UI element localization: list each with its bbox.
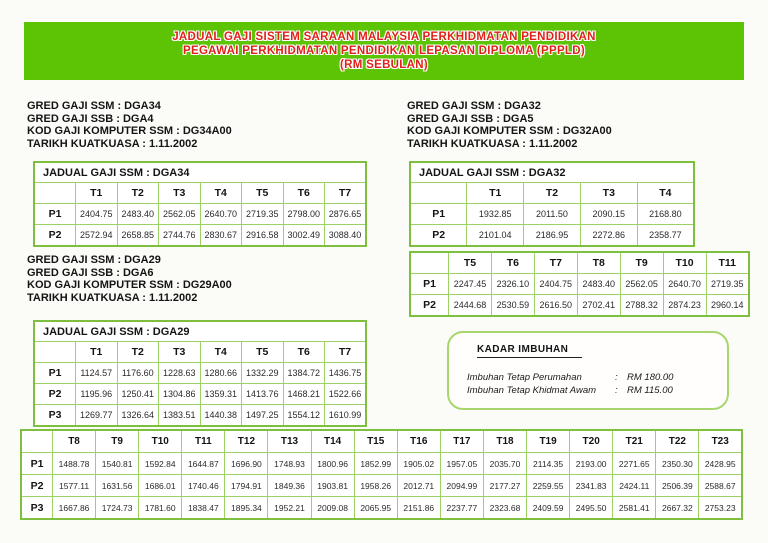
column-header: T12 <box>225 430 268 453</box>
table-row <box>21 497 742 520</box>
imbuhan-perumahan-row <box>467 371 717 384</box>
salary-value: 2562.05 <box>159 204 201 225</box>
column-header: T14 <box>311 430 354 453</box>
salary-value: 2186.95 <box>524 225 581 247</box>
column-header: T2 <box>117 342 159 363</box>
column-header: T8 <box>577 252 620 274</box>
gred-gaji-ssb-dga6: GRED GAJI SSB : DGA6 <box>27 266 154 279</box>
salary-value: 2876.65 <box>325 204 367 225</box>
imbuhan-perumahan-value: RM 180.00 <box>627 372 674 383</box>
salary-value: 2101.04 <box>467 225 524 247</box>
imbuhan-khidmat-awam-colon: : <box>615 385 618 396</box>
salary-value: 1781.60 <box>139 497 182 520</box>
salary-value: 1852.99 <box>354 453 397 475</box>
column-header: T11 <box>706 252 749 274</box>
tarikh-kuatkuasa-dga29: TARIKH KUATKUASA : 1.11.2002 <box>27 291 198 304</box>
column-header: T21 <box>613 430 656 453</box>
salary-value: 1957.05 <box>440 453 483 475</box>
column-header: T16 <box>397 430 440 453</box>
column-header: T2 <box>524 183 581 204</box>
gred-gaji-ssm-dga32: GRED GAJI SSM : DGA32 <box>407 100 541 112</box>
column-header: T4 <box>637 183 694 204</box>
salary-value: 1932.85 <box>467 204 524 225</box>
salary-value: 1488.78 <box>53 453 96 475</box>
salary-value: 2271.65 <box>613 453 656 475</box>
salary-value: 1436.75 <box>325 363 367 384</box>
kod-gaji-komputer-dg29a00: KOD GAJI KOMPUTER SSM : DG29A00 <box>27 279 232 291</box>
column-header: T9 <box>96 430 139 453</box>
column-header: T7 <box>325 342 367 363</box>
column-header: T1 <box>76 342 118 363</box>
salary-value: 1958.26 <box>354 475 397 497</box>
column-header: T7 <box>325 183 367 204</box>
salary-value: 1195.96 <box>76 384 118 405</box>
salary-value: 1667.86 <box>53 497 96 520</box>
salary-value: 2667.32 <box>656 497 699 520</box>
salary-value: 2168.80 <box>637 204 694 225</box>
info-block-dga32 <box>407 100 612 150</box>
imbuhan-khidmat-awam-label: Imbuhan Tetap Khidmat Awam <box>467 385 597 396</box>
salary-table-t8-t23 <box>20 429 743 520</box>
table-row <box>34 384 366 405</box>
title-banner <box>24 22 744 80</box>
salary-value: 1304.86 <box>159 384 201 405</box>
salary-value: 2640.70 <box>663 274 706 295</box>
salary-value: 2798.00 <box>283 204 325 225</box>
salary-value: 1280.66 <box>200 363 242 384</box>
corner-cell <box>410 183 467 204</box>
table-row <box>34 204 366 225</box>
salary-value: 2483.40 <box>117 204 159 225</box>
salary-value: 2830.67 <box>200 225 242 247</box>
corner-cell <box>410 252 449 274</box>
salary-value: 1644.87 <box>182 453 225 475</box>
salary-value: 1577.11 <box>53 475 96 497</box>
column-header: T3 <box>580 183 637 204</box>
gred-gaji-ssb-dga5: GRED GAJI SSB : DGA5 <box>407 112 534 125</box>
salary-value: 1384.72 <box>283 363 325 384</box>
gred-gaji-ssb-dga4: GRED GAJI SSB : DGA4 <box>27 112 154 125</box>
column-header: T9 <box>620 252 663 274</box>
table-row <box>410 295 749 317</box>
tarikh-kuatkuasa-dga32: TARIKH KUATKUASA : 1.11.2002 <box>407 137 578 150</box>
info-block-dga29 <box>27 254 232 304</box>
salary-value: 2444.68 <box>449 295 492 317</box>
salary-value: 1269.77 <box>76 405 118 427</box>
salary-value: 2658.85 <box>117 225 159 247</box>
salary-value: 1497.25 <box>242 405 284 427</box>
banner-line-1: JADUAL GAJI SISTEM SARAAN MALAYSIA PERKHIDMATAN PENDIDIKAN <box>172 31 596 43</box>
column-header: T5 <box>449 252 492 274</box>
salary-value: 1592.84 <box>139 453 182 475</box>
salary-value: 2409.59 <box>527 497 570 520</box>
salary-value: 2572.94 <box>76 225 118 247</box>
salary-value: 1468.21 <box>283 384 325 405</box>
salary-value: 2326.10 <box>491 274 534 295</box>
salary-value: 2341.83 <box>570 475 613 497</box>
salary-value: 2177.27 <box>483 475 526 497</box>
salary-value: 2702.41 <box>577 295 620 317</box>
column-header: T2 <box>117 183 159 204</box>
salary-table-dga32 <box>409 161 695 247</box>
corner-cell <box>34 183 76 204</box>
salary-value: 1124.57 <box>76 363 118 384</box>
salary-value: 2259.55 <box>527 475 570 497</box>
salary-value: 2483.40 <box>577 274 620 295</box>
salary-value: 1748.93 <box>268 453 311 475</box>
salary-value: 1228.63 <box>159 363 201 384</box>
row-label: P3 <box>21 497 53 520</box>
salary-value: 2272.86 <box>580 225 637 247</box>
column-header: T7 <box>534 252 577 274</box>
salary-value: 2094.99 <box>440 475 483 497</box>
table-header-row <box>34 342 366 363</box>
salary-value: 2916.58 <box>242 225 284 247</box>
salary-value: 2237.77 <box>440 497 483 520</box>
salary-value: 2065.95 <box>354 497 397 520</box>
column-header: T4 <box>200 342 242 363</box>
salary-value: 1610.99 <box>325 405 367 427</box>
salary-value: 2960.14 <box>706 295 749 317</box>
column-header: T20 <box>570 430 613 453</box>
imbuhan-perumahan-label: Imbuhan Tetap Perumahan <box>467 372 582 383</box>
salary-value: 2874.23 <box>663 295 706 317</box>
salary-value: 2530.59 <box>491 295 534 317</box>
salary-value: 2404.75 <box>76 204 118 225</box>
salary-value: 2719.35 <box>242 204 284 225</box>
salary-value: 2753.23 <box>699 497 742 520</box>
column-header: T3 <box>159 342 201 363</box>
table-title: JADUAL GAJI SSM : DGA29 <box>34 321 366 342</box>
table-row <box>21 475 742 497</box>
salary-value: 2114.35 <box>527 453 570 475</box>
kod-gaji-komputer-dg32a00: KOD GAJI KOMPUTER SSM : DG32A00 <box>407 125 612 137</box>
column-header: T10 <box>139 430 182 453</box>
salary-value: 2012.71 <box>397 475 440 497</box>
table-header-row <box>34 183 366 204</box>
column-header: T8 <box>53 430 96 453</box>
salary-value: 2323.68 <box>483 497 526 520</box>
salary-value: 1696.90 <box>225 453 268 475</box>
salary-value: 2151.86 <box>397 497 440 520</box>
table-header-row <box>410 252 749 274</box>
salary-value: 1905.02 <box>397 453 440 475</box>
table-title-row <box>410 162 694 183</box>
table-title-row <box>34 321 366 342</box>
salary-value: 2640.70 <box>200 204 242 225</box>
salary-value: 1724.73 <box>96 497 139 520</box>
kadar-imbuhan-title: KADAR IMBUHAN <box>477 344 582 358</box>
salary-value: 1440.38 <box>200 405 242 427</box>
row-label: P2 <box>410 295 449 317</box>
table-row <box>410 274 749 295</box>
salary-value: 1740.46 <box>182 475 225 497</box>
salary-value: 1176.60 <box>117 363 159 384</box>
salary-value: 1522.66 <box>325 384 367 405</box>
salary-value: 1383.51 <box>159 405 201 427</box>
salary-value: 2744.76 <box>159 225 201 247</box>
row-label: P1 <box>410 274 449 295</box>
salary-value: 2011.50 <box>524 204 581 225</box>
kadar-imbuhan-box <box>447 331 729 410</box>
salary-table-dga32-continued <box>409 251 750 317</box>
table-title-row <box>34 162 366 183</box>
table-header-row <box>410 183 694 204</box>
column-header: T4 <box>200 183 242 204</box>
banner-line-3: (RM SEBULAN) <box>340 59 428 71</box>
salary-table-dga34 <box>33 161 367 247</box>
table-row <box>410 204 694 225</box>
column-header: T11 <box>182 430 225 453</box>
imbuhan-perumahan-colon: : <box>615 372 618 383</box>
salary-value: 1359.31 <box>200 384 242 405</box>
column-header: T17 <box>440 430 483 453</box>
salary-value: 2719.35 <box>706 274 749 295</box>
salary-value: 2350.30 <box>656 453 699 475</box>
salary-value: 1849.36 <box>268 475 311 497</box>
salary-value: 2247.45 <box>449 274 492 295</box>
salary-value: 3088.40 <box>325 225 367 247</box>
row-label: P2 <box>34 384 76 405</box>
corner-cell <box>21 430 53 453</box>
table-title: JADUAL GAJI SSM : DGA32 <box>410 162 694 183</box>
salary-value: 1800.96 <box>311 453 354 475</box>
salary-value: 1554.12 <box>283 405 325 427</box>
salary-table-dga29 <box>33 320 367 427</box>
salary-value: 2581.41 <box>613 497 656 520</box>
row-label: P2 <box>34 225 76 247</box>
table-row <box>410 225 694 247</box>
column-header: T6 <box>283 342 325 363</box>
salary-value: 1326.64 <box>117 405 159 427</box>
salary-value: 2788.32 <box>620 295 663 317</box>
salary-value: 2009.08 <box>311 497 354 520</box>
table-row <box>21 453 742 475</box>
table-title: JADUAL GAJI SSM : DGA34 <box>34 162 366 183</box>
salary-value: 1952.21 <box>268 497 311 520</box>
salary-value: 1413.76 <box>242 384 284 405</box>
row-label: P1 <box>410 204 467 225</box>
row-label: P1 <box>34 204 76 225</box>
salary-value: 2506.39 <box>656 475 699 497</box>
salary-value: 2090.15 <box>580 204 637 225</box>
row-label: P1 <box>34 363 76 384</box>
salary-value: 2193.00 <box>570 453 613 475</box>
column-header: T1 <box>467 183 524 204</box>
column-header: T18 <box>483 430 526 453</box>
kod-gaji-komputer-dg34a00: KOD GAJI KOMPUTER SSM : DG34A00 <box>27 125 232 137</box>
corner-cell <box>34 342 76 363</box>
salary-value: 2428.95 <box>699 453 742 475</box>
column-header: T5 <box>242 183 284 204</box>
column-header: T3 <box>159 183 201 204</box>
salary-value: 1794.91 <box>225 475 268 497</box>
table-row <box>34 405 366 427</box>
row-label: P3 <box>34 405 76 427</box>
salary-value: 1903.81 <box>311 475 354 497</box>
salary-value: 2358.77 <box>637 225 694 247</box>
salary-value: 1332.29 <box>242 363 284 384</box>
salary-value: 2588.67 <box>699 475 742 497</box>
tarikh-kuatkuasa-dga34: TARIKH KUATKUASA : 1.11.2002 <box>27 137 198 150</box>
table-header-row <box>21 430 742 453</box>
salary-value: 1838.47 <box>182 497 225 520</box>
gred-gaji-ssm-dga29: GRED GAJI SSM : DGA29 <box>27 254 161 266</box>
column-header: T23 <box>699 430 742 453</box>
row-label: P1 <box>21 453 53 475</box>
salary-value: 2404.75 <box>534 274 577 295</box>
kadar-imbuhan-items <box>467 371 717 397</box>
salary-value: 2035.70 <box>483 453 526 475</box>
table-row <box>34 363 366 384</box>
column-header: T19 <box>527 430 570 453</box>
salary-value: 2495.50 <box>570 497 613 520</box>
salary-value: 3002.49 <box>283 225 325 247</box>
column-header: T5 <box>242 342 284 363</box>
column-header: T1 <box>76 183 118 204</box>
salary-value: 2562.05 <box>620 274 663 295</box>
column-header: T6 <box>283 183 325 204</box>
row-label: P2 <box>21 475 53 497</box>
info-block-dga34 <box>27 100 232 150</box>
imbuhan-khidmat-awam-value: RM 115.00 <box>627 385 673 396</box>
column-header: T22 <box>656 430 699 453</box>
column-header: T6 <box>491 252 534 274</box>
column-header: T10 <box>663 252 706 274</box>
banner-line-2: PEGAWAI PERKHIDMATAN PENDIDIKAN LEPASAN DIPLOMA (PPPLD) <box>183 45 585 57</box>
column-header: T13 <box>268 430 311 453</box>
salary-value: 1895.34 <box>225 497 268 520</box>
column-header: T15 <box>354 430 397 453</box>
table-row <box>34 225 366 247</box>
salary-value: 1540.81 <box>96 453 139 475</box>
gred-gaji-ssm-dga34: GRED GAJI SSM : DGA34 <box>27 100 161 112</box>
salary-value: 1250.41 <box>117 384 159 405</box>
imbuhan-khidmat-awam-row <box>467 384 717 397</box>
salary-value: 1631.56 <box>96 475 139 497</box>
salary-value: 1686.01 <box>139 475 182 497</box>
row-label: P2 <box>410 225 467 247</box>
salary-value: 2424.11 <box>613 475 656 497</box>
salary-value: 2616.50 <box>534 295 577 317</box>
